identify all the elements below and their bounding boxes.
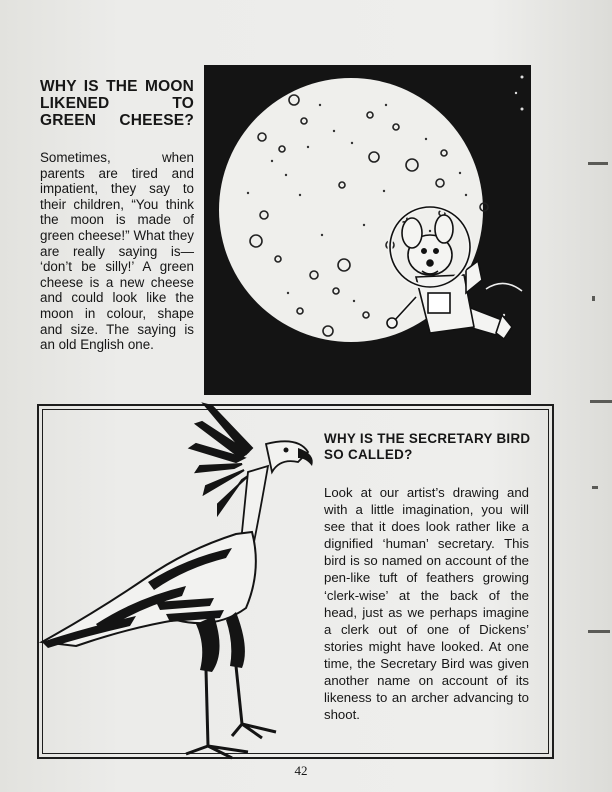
edge-mark [590,400,612,403]
moon-section-title: WHY IS THE MOON LIKENED TO GREEN CHEESE? [40,78,194,129]
moon-section-body: Sometimes, when parents are tired and impatient, they say to their children, “You think the moon is made of green cheese!” What they are really saying is— ‘don’t be silly!’ A green cheese is a new cheese and could look like the moon in colour, shape and size. The saying is an old English one. [40,150,194,353]
edge-mark [588,162,608,165]
bird-thigh-left [196,616,220,672]
page-number: 42 [294,763,308,778]
edge-mark [592,486,598,489]
bird-legs [186,666,276,758]
moon-illustration [204,65,531,395]
bird-body [42,532,256,646]
bird-section-body: Look at our artist’s drawing and with a little imagination, you will see that it does look rather like a dignified ‘human’ secretary. This bird is so named on account of the pen-like tuft of feathers growing ‘clerk-wise’ at the back of the head, just as we perhaps imagine a clerk out of one of Dickens’ stories might have looked. At one time, the Secretary Bird was given another name on account of its likeness to an archer advancing to shoot. [324,485,529,723]
star-dots [503,76,524,317]
bird-eye [284,448,289,453]
edge-mark [592,296,595,301]
edge-mark [588,630,610,633]
secretary-bird-illustration [36,402,326,774]
bird-thigh-right [226,612,245,668]
crest-feathers [190,404,252,514]
bird-section-title: WHY IS THE SECRETARY BIRD SO CALLED? [324,431,531,462]
